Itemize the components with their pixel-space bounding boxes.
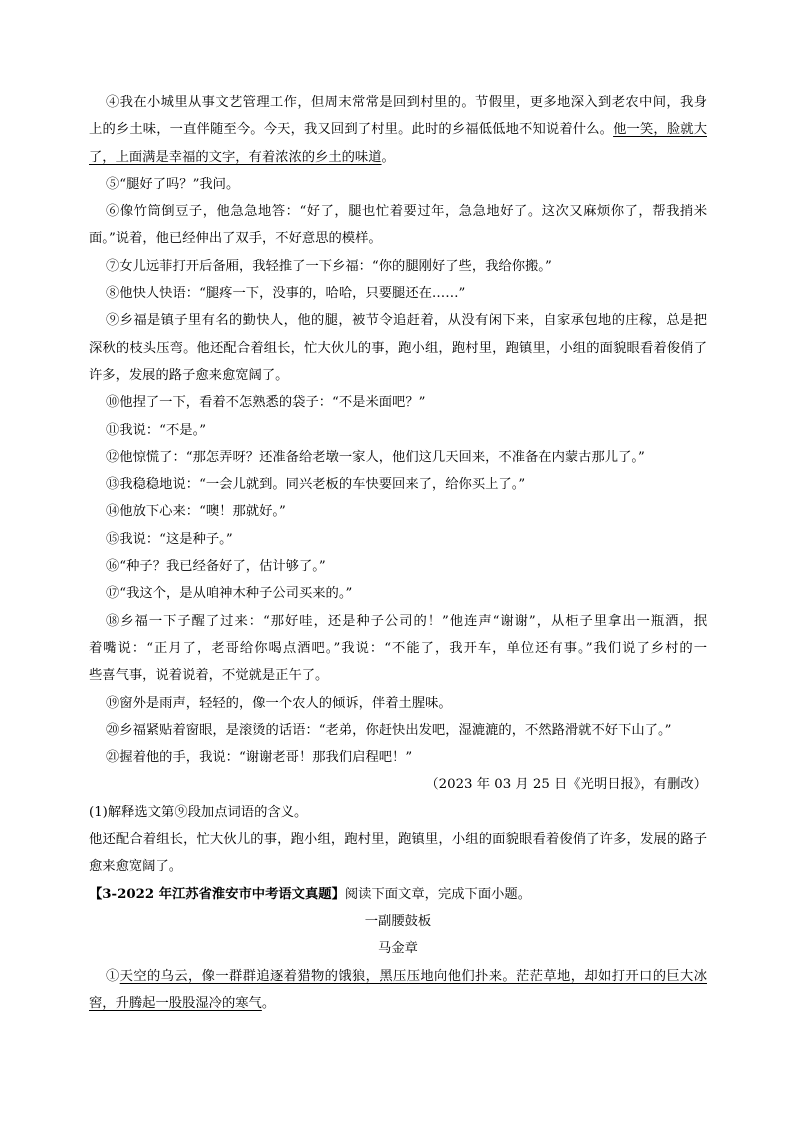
paragraph-9-line-1: ⑨乡福是镇子里有名的勤快人，他的腿，被节令追赶着，从没有闲下来，自家承包地的庄稼，总是把 — [106, 313, 707, 329]
paragraph-8: ⑧他快人快语：“腿疼一下，没事的，哈哈，只要腿还在……” — [106, 286, 466, 302]
article-title: 一副腰鼓板 — [364, 913, 432, 929]
content-column — [89, 89, 707, 1017]
section-3-source-tag: 【3-2022 年江苏省淮安市中考语文真题】 — [89, 886, 345, 902]
source-citation: （2023 年 03 月 25 日《光明日报》，有删改） — [425, 777, 707, 793]
paragraph-4-line-1: ④我在小城里从事文艺管理工作，但周末常常是回到村里的。节假里，更多地深入到老农中间，我身 — [106, 95, 707, 110]
paragraph-17: ⑰“我这个，是从咱神木种子公司买来的。” — [106, 586, 353, 602]
section-3-paragraph-1-line-1 — [89, 963, 707, 990]
paragraph-16: ⑯“种子？我已经备好了，估计够了。” — [106, 559, 326, 575]
underlined-sentence-end: 了，上面满是幸福的文字，有着浓浓的乡土的味道 — [89, 149, 382, 165]
underlined-sentence-line-1: 天空的乌云，像一群群追逐着猎物的饿狼，黑压压地向他们扑来。茫茫草地，却如打开口的巨大冰 — [119, 968, 707, 984]
paragraph-10: ⑩他捏了一下，看着不怎熟悉的袋子：“不是米面吧？” — [106, 395, 426, 411]
paragraph-4-line-2 — [89, 116, 707, 143]
paragraph-13: ⑬我稳稳地说：“一会儿就到。同兴老板的车快要回来了，给你买上了。” — [106, 477, 526, 493]
section-3-header — [89, 881, 707, 908]
paragraph-6-line-1: ⑥像竹筒倒豆子，他急急地答：“好了，腿也忙着要过年，急急地好了。这次又麻烦你了，帮我捎米 — [106, 204, 707, 220]
paragraph-19: ⑲窗外是雨声，轻轻的，像一个农人的倾诉，伴着土腥味。 — [106, 695, 452, 711]
question-1-prompt: (1)解释选文第⑨段加点词语的含义。 — [89, 804, 308, 820]
paragraph-4-line-3-punct: 。 — [381, 149, 395, 165]
paragraph-4-line-2-text: 上的乡土味，一直伴随至今。今天，我又回到了村里。此时的乡福低低地不知说着什么。 — [89, 122, 614, 138]
paragraph-7: ⑦女儿远菲打开后备厢，我轻推了一下乡福：“你的腿刚好了些，我给你搬。” — [106, 258, 552, 274]
section-3-paragraph-1-punct: 。 — [261, 995, 276, 1011]
paragraph-9-line-3: 许多，发展的路子愈来愈宽阔了。 — [89, 367, 289, 383]
section-3-paragraph-1-line-2 — [89, 990, 707, 1017]
article-author: 马金章 — [378, 941, 418, 957]
question-1-excerpt — [89, 826, 707, 881]
paragraph-12: ⑫他惊慌了：“那怎弄呀？还准备给老墩一家人，他们这几天回来，不准备在内蒙古那儿了。” — [106, 449, 645, 465]
paragraph-6-line-2: 面。”说着，他已经伸出了双手，不好意思的模样。 — [89, 231, 382, 247]
paragraph-18-line-1: ⑱乡福一下子醒了过来：“那好哇，还是种子公司的！”他连声“谢谢”，从柜子里拿出一瓶酒，抿 — [106, 613, 707, 629]
paragraph-4-line-3 — [89, 144, 707, 171]
paragraph-number: ① — [106, 968, 120, 984]
section-3-instruction: 阅读下面文章，完成下面小题。 — [344, 886, 532, 902]
paragraph-21: ㉑握着他的手，我说：“谢谢老哥！那我们启程吧！” — [106, 750, 413, 766]
paragraph-18 — [89, 608, 707, 690]
question-1-excerpt-line-1: 他还配合着组长，忙大伙儿的事，跑小组，跑村里，跑镇里，小组的面貌眼看着俊俏了许多，发展的路子 — [89, 832, 707, 848]
paragraph-4 — [89, 89, 707, 171]
paragraph-20: ⑳乡福紧贴着窗眼，是滚烫的话语：“老弟，你赶快出发吧，湿漉漉的，不然路滑就不好下山了。” — [106, 722, 672, 738]
paragraph-18-line-2: 着嘴说：“正月了，老哥给你喝点酒吧。”我说：“不能了，我开车，单位还有事。”我们说了乡村的一 — [89, 640, 707, 656]
paragraph-14: ⑭他放下心来：“噢！那就好。” — [106, 504, 286, 520]
paragraph-18-line-3: 些喜气事，说着说着，不觉就是正午了。 — [89, 668, 329, 684]
underlined-sentence-start: 他一笑，脸就大 — [613, 122, 707, 138]
question-1-excerpt-line-2: 愈来愈宽阔了。 — [89, 859, 183, 875]
paragraph-5: ⑤“腿好了吗？”我问。 — [106, 176, 240, 192]
paragraph-6 — [89, 198, 707, 253]
paragraph-9-line-2: 深秋的枝头压弯。他还配合着组长，忙大伙儿的事，跑小组，跑村里，跑镇里，小组的面貌眼看着俊俏了 — [89, 340, 707, 356]
section-3-paragraph-1 — [89, 963, 707, 1018]
paragraph-9 — [89, 307, 707, 389]
paragraph-15: ⑮我说：“这是种子。” — [106, 531, 233, 547]
underlined-sentence-line-2: 窖，升腾起一股股湿冷的寒气 — [89, 995, 262, 1011]
paragraph-11: ⑪我说：“不是。” — [106, 422, 207, 438]
